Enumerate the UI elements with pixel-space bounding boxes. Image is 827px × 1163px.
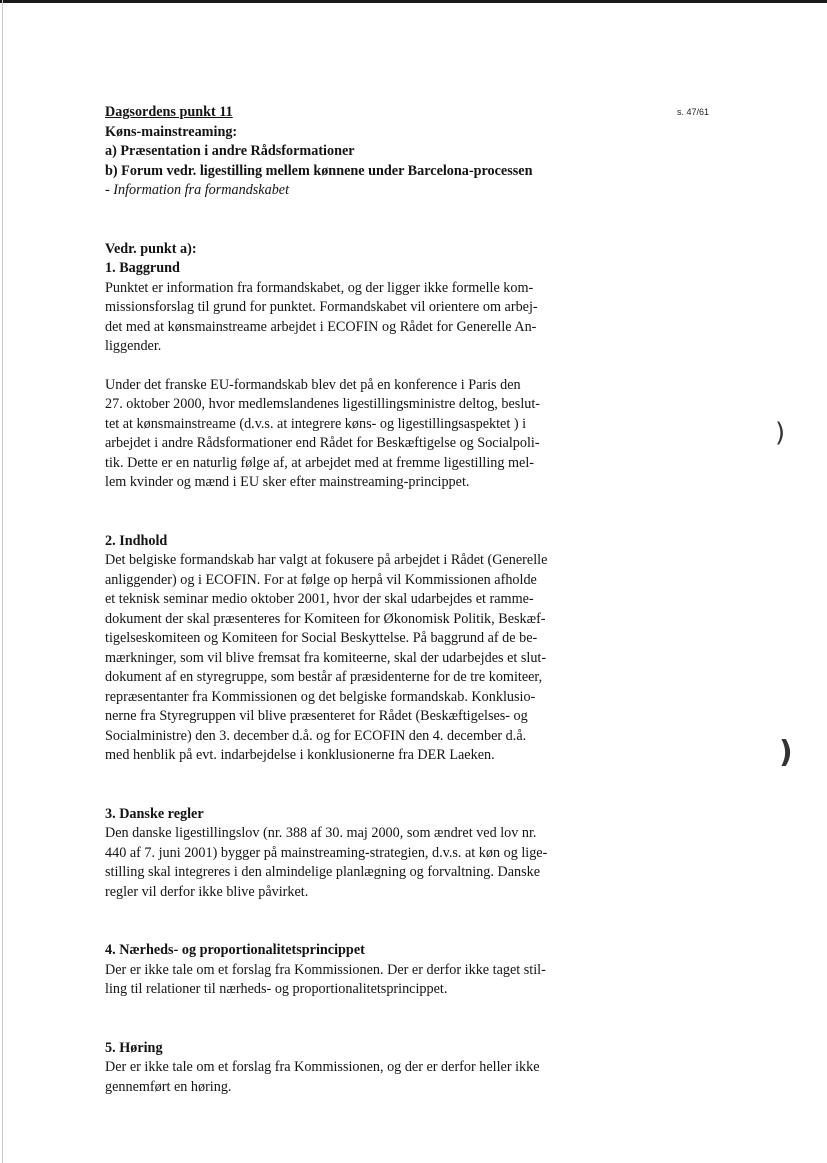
text-line: Den danske ligestillingslov (nr. 388 af 30. maj 2000, som ændret ved lov nr.	[105, 825, 537, 841]
text-line: med henblik på evt. indarbejdelse i konklusionerne fra DER Laeken.	[105, 747, 495, 763]
text-line: mærkninger, som vil blive fremsat fra komiteerne, skal der udarbejdes et slut-	[105, 649, 547, 666]
paragraph	[105, 824, 625, 902]
text-line: Punktet er information fra formandskabet, og der ligger ikke formelle kom-	[105, 279, 534, 296]
text-line: det med at kønsmainstreame arbejdet i ECOFIN og Rådet for Generelle An-	[105, 318, 537, 335]
paragraph	[105, 1058, 625, 1097]
text-line: 27. oktober 2000, hvor medlemslandenes ligestillingsministre deltog, beslut-	[105, 396, 541, 412]
point-a-label: Vedr. punkt a):	[105, 240, 197, 257]
page-number: s. 47/61	[677, 107, 710, 117]
text-line: dokument der skal præsenteres for Komiteen for Økonomisk Politik, Beskæf-	[105, 610, 546, 627]
text-line: Det belgiske formandskab har valgt at fokusere på arbejdet i Rådet (Generelle	[105, 552, 548, 568]
section-danske-regler	[105, 805, 625, 903]
text-line: repræsentanter fra Kommissionen og det belgiske formandskab. Konklusio-	[105, 688, 536, 705]
section-heading: 4. Nærheds- og proportionalitetsprincippet	[105, 942, 365, 958]
text-line: anliggender) og i ECOFIN. For at følge op herpå vil Kommissionen afholde	[105, 571, 537, 588]
text-line: missionsforslag til grund for punktet. Formandskabet vil orientere om arbej-	[105, 299, 538, 315]
section-baggrund	[105, 259, 625, 493]
scan-margin-line	[2, 0, 3, 1163]
section-naerhed	[105, 941, 625, 1000]
agenda-subheading: Køns-mainstreaming:	[105, 123, 238, 140]
text-line: lem kvinder og mænd i EU sker efter mainstreaming-princippet.	[105, 474, 470, 490]
section-hoering	[105, 1039, 625, 1098]
agenda-subtitle: - Information fra formandskabet	[105, 182, 290, 198]
text-line: dokument af en styregruppe, som består af præsidenterne for de tre komiteer,	[105, 669, 543, 685]
text-line: gennemført en høring.	[105, 1078, 232, 1095]
text-line: Der er ikke tale om et forslag fra Kommissionen, og der er derfor heller ikke	[105, 1059, 540, 1075]
text-line: stilling skal integreres i den almindelige planlægning og forvaltning. Danske	[105, 864, 540, 880]
text-line: Under det franske EU-formandskab blev det på en konference i Paris den	[105, 376, 521, 393]
text-line: ling til relationer til nærheds- og proportionalitetsprincippet.	[105, 981, 448, 997]
text-line: et teknisk seminar medio oktober 2001, hvor der skal udarbejdes et ramme-	[105, 591, 534, 607]
text-line: 440 af 7. juni 2001) bygger på mainstreaming-strategien, d.v.s. at køn og lige-	[105, 844, 548, 861]
section-heading: 1. Baggrund	[105, 260, 180, 276]
text-line: nerne fra Styregruppen vil blive præsenteret for Rådet (Beskæftigelses- og	[105, 708, 528, 724]
text-line: Socialministre) den 3. december d.å. og for ECOFIN den 4. december d.å.	[105, 727, 527, 744]
paragraph	[105, 551, 625, 766]
paragraph	[105, 279, 625, 357]
section-indhold	[105, 532, 625, 766]
text-line: tigelseskomiteen og Komiteen for Social Beskyttelse. På baggrund af de be-	[105, 630, 538, 646]
agenda-header	[105, 103, 625, 201]
agenda-item-b: b) Forum vedr. ligestilling mellem kønnene under Barcelona-processen	[105, 162, 533, 179]
text-line: regler vil derfor ikke blive påvirket.	[105, 883, 309, 900]
text-line: liggender.	[105, 338, 162, 354]
text-line: arbejdet i andre Rådsformationer end Rådet for Beskæftigelse og Socialpoli-	[105, 435, 540, 451]
agenda-title: Dagsordens punkt 11	[105, 104, 233, 120]
section-heading: 2. Indhold	[105, 532, 168, 549]
document-body	[105, 103, 625, 1097]
text-line: tet at kønsmainstreame (d.v.s. at integrere køns- og ligestillingsaspektet ) i	[105, 415, 527, 432]
paragraph	[105, 376, 625, 493]
section-heading: 5. Høring	[105, 1039, 163, 1056]
agenda-item-a: a) Præsentation i andre Rådsformationer	[105, 143, 355, 159]
scan-mark: )	[779, 735, 793, 770]
text-line: tik. Dette er en naturlig følge af, at arbejdet med at fremme ligestilling mel-	[105, 454, 535, 471]
paragraph	[105, 961, 625, 1000]
page-top-border	[0, 0, 827, 3]
scan-mark: )	[775, 418, 786, 448]
section-heading: 3. Danske regler	[105, 805, 204, 822]
text-line: Der er ikke tale om et forslag fra Kommissionen. Der er derfor ikke taget stil-	[105, 961, 546, 978]
